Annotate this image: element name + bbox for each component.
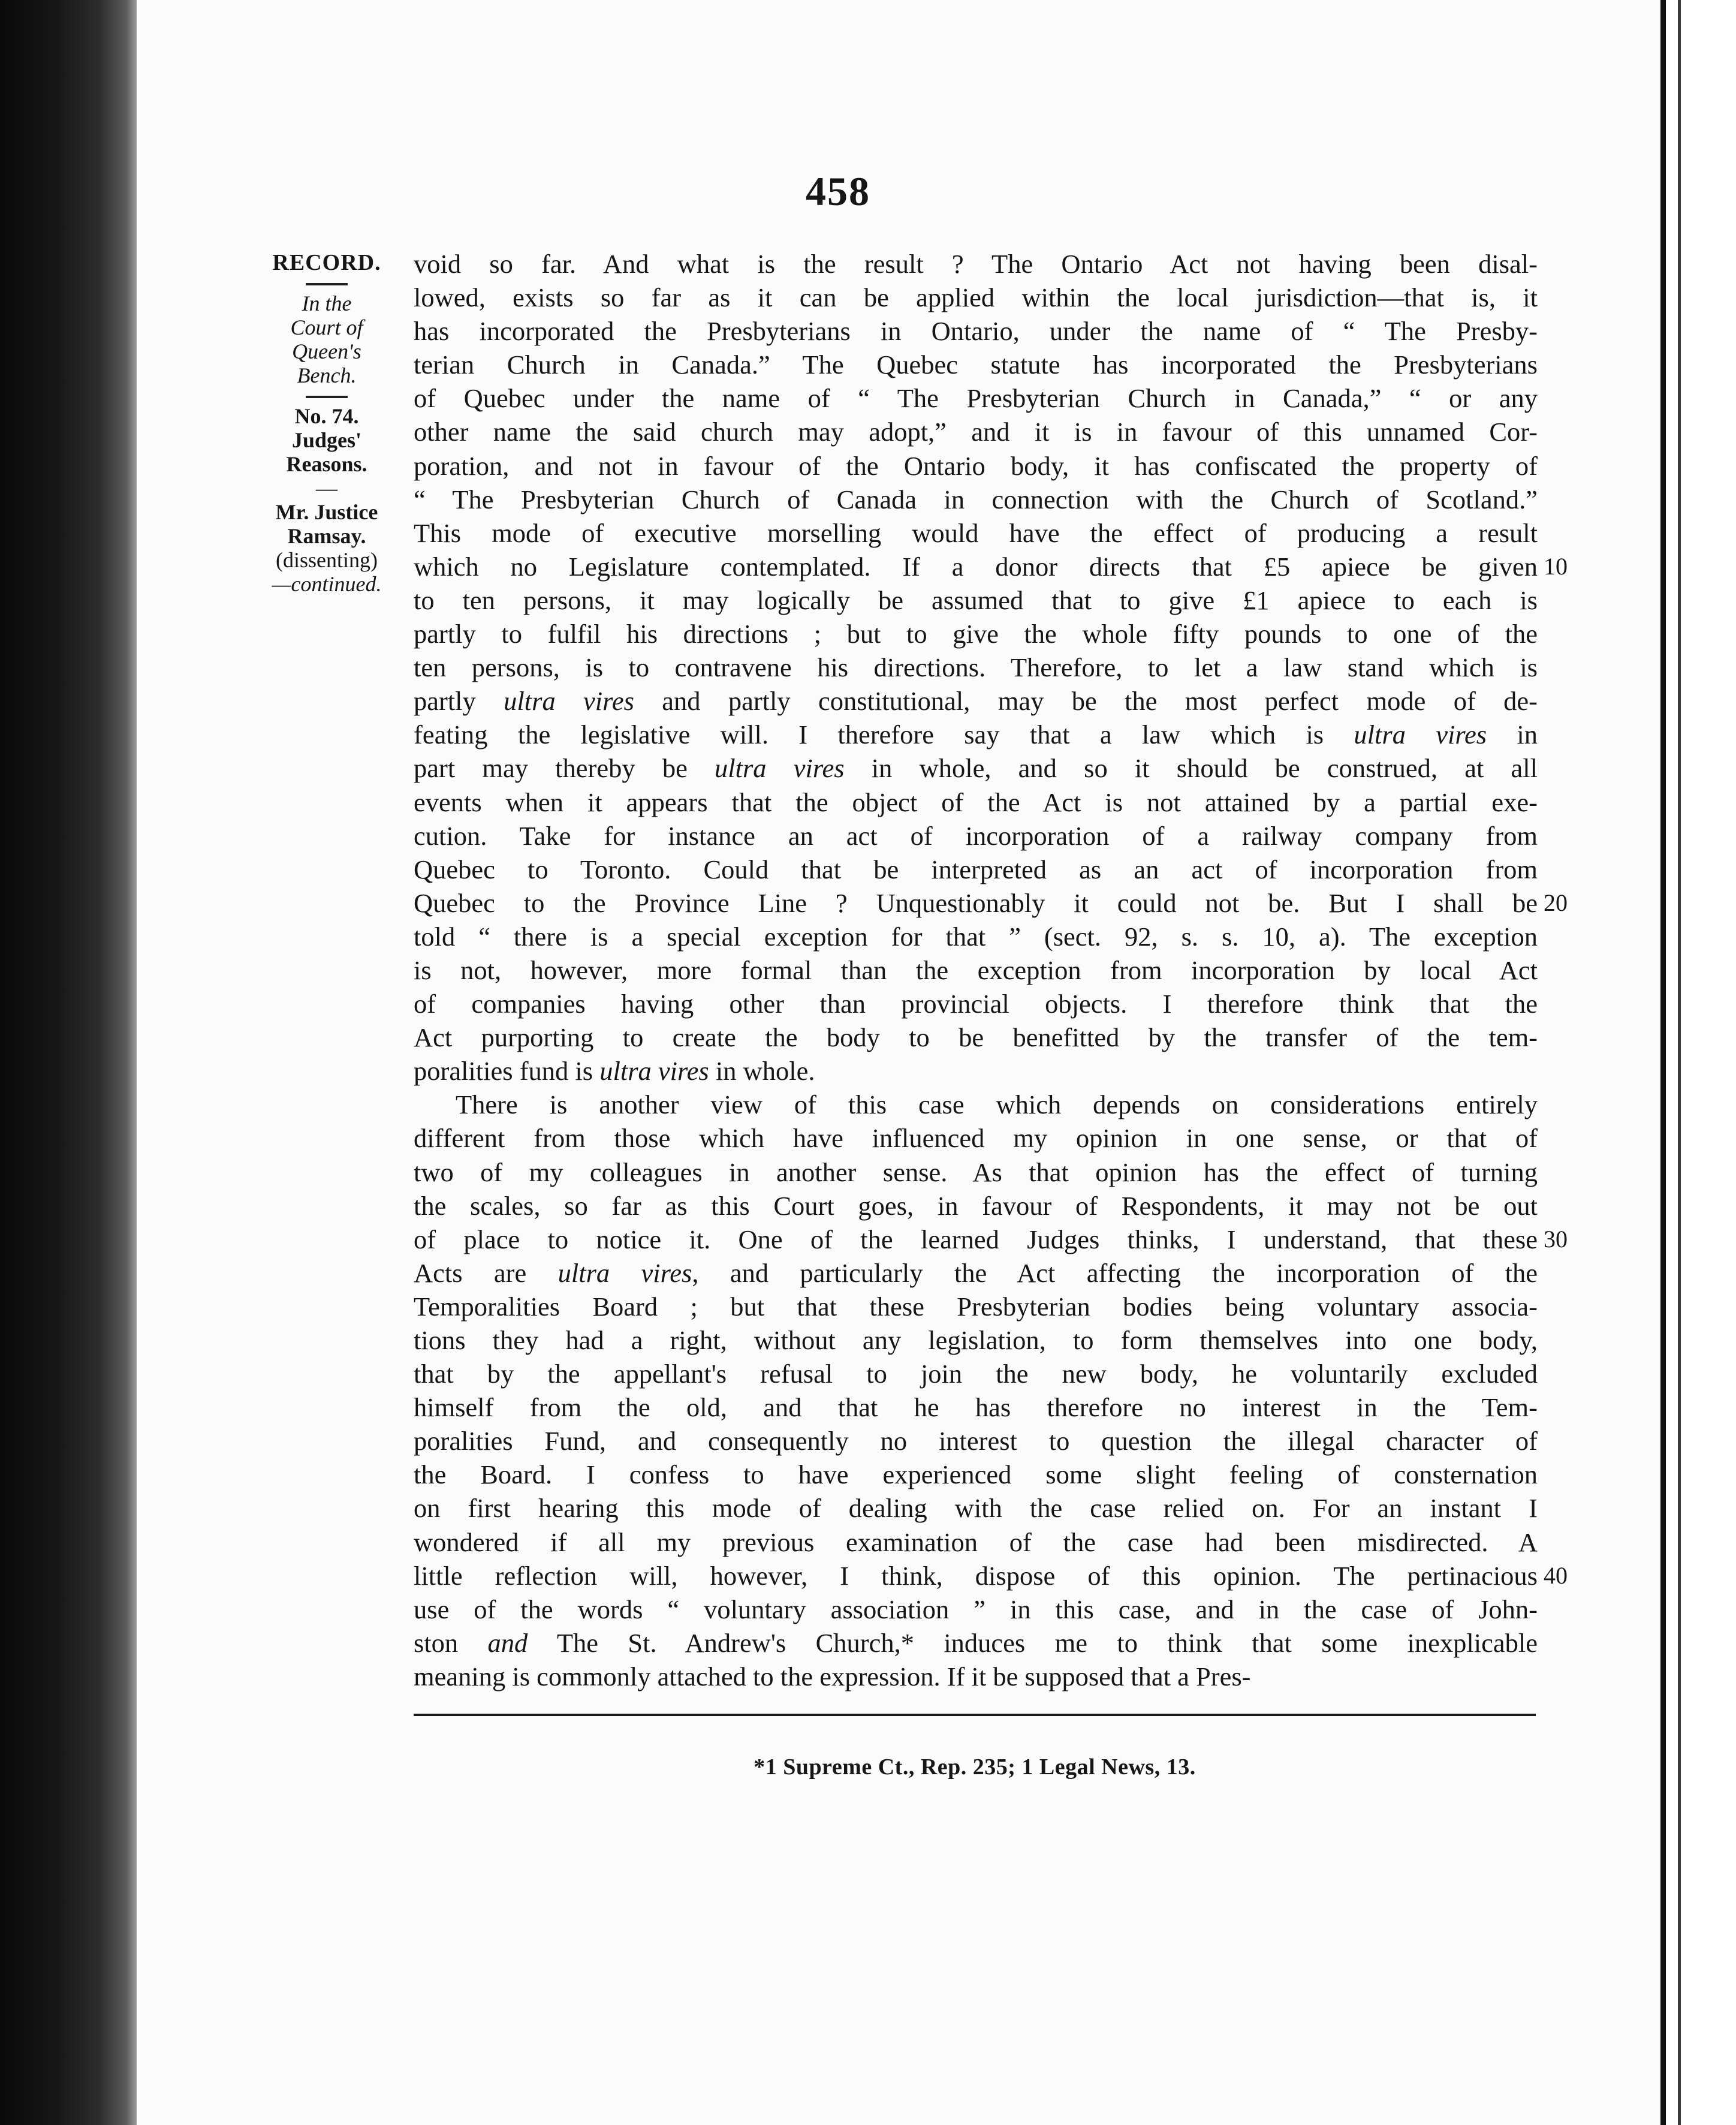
text-line <box>414 617 1538 651</box>
text-run: The St. Andrew's Church,* induces me to think that some inexplicable <box>528 1627 1538 1658</box>
text-run: Temporalities Board ; but that these Presbyterian bodies being voluntary associa- <box>414 1291 1538 1322</box>
text-line <box>414 247 1538 281</box>
text-run: in <box>1487 720 1538 750</box>
text-line <box>414 1458 1538 1491</box>
court-label-4: Bench. <box>297 363 357 387</box>
scan-next-page-edge <box>1660 0 1736 2125</box>
text-run: told “ there is a special exception for that ” (sect. 92, s. s. 10, a). The exception <box>414 921 1538 952</box>
text-run: There is another view of this case which depends on considerations entirely <box>456 1089 1538 1120</box>
italic-run: ultra vires <box>715 753 845 784</box>
text-line <box>414 920 1538 953</box>
page-number: 458 <box>806 168 870 214</box>
text-line <box>414 886 1538 920</box>
text-run: of place to notice it. One of the learned Judges thinks, I understand, that these <box>414 1224 1538 1254</box>
text-line <box>414 1390 1538 1424</box>
text-run: feating the legislative will. I therefore say that a law which is <box>414 720 1354 750</box>
line-number: 20 <box>1544 889 1568 916</box>
text-line <box>414 348 1538 381</box>
text-line <box>414 415 1538 449</box>
text-line <box>414 483 1538 516</box>
text-run: lowed, exists so far as it can be applied within the local jurisdiction—that is, it <box>414 282 1538 313</box>
text-run: ston <box>414 1627 488 1658</box>
text-run: on first hearing this mode of dealing with the case relied on. For an instant I <box>414 1493 1538 1524</box>
margin-rule <box>306 396 348 398</box>
text-run: the scales, so far as this Court goes, in favour of Respondents, it may not be out <box>414 1190 1538 1221</box>
margin-rule <box>306 283 348 285</box>
text-line <box>414 684 1538 718</box>
text-run: other name the said church may adopt,” and it is in favour of this unnamed Cor- <box>414 417 1538 447</box>
italic-run: ultra vires <box>504 686 634 717</box>
text-run: events when it appears that the object of the Act is not attained by a partial exe- <box>414 787 1538 817</box>
text-line <box>414 819 1538 853</box>
body-text <box>414 247 1538 1693</box>
text-run: meaning is commonly attached to the expression. If it be supposed that a Pres- <box>414 1661 1251 1691</box>
text-run: that by the appellant's refusal to join the new body, he voluntarily excluded <box>414 1359 1538 1389</box>
text-line <box>414 1256 1538 1290</box>
text-run: in whole, and so it should be construed, at all <box>844 753 1538 784</box>
text-run: tions they had a right, without any legislation, to form themselves into one body, <box>414 1325 1538 1355</box>
text-line <box>414 550 1538 583</box>
text-run: This mode of executive morselling would have the effect of producing a result <box>414 517 1538 548</box>
text-run: poration, and not in favour of the Ontario body, it has confiscated the property of <box>414 450 1538 481</box>
text-line <box>414 1660 1538 1693</box>
margin-notes <box>252 251 402 596</box>
text-run: void so far. And what is the result ? The Ontario Act not having been disal- <box>414 249 1538 279</box>
text-run: partly to fulfil his directions ; but to give the whole fifty pounds to one of the <box>414 619 1538 649</box>
text-line <box>414 751 1538 785</box>
judge-label-2: Ramsay. <box>287 524 366 548</box>
text-line <box>414 1290 1538 1323</box>
text-run: wondered if all my previous examination of the case had been misdirected. A <box>414 1527 1538 1557</box>
text-run: “ The Presbyterian Church of Canada in connection with the Church of Scotland.” <box>414 484 1538 514</box>
text-run: is not, however, more formal than the exception from incorporation by local Act <box>414 955 1538 985</box>
text-line <box>414 853 1538 886</box>
text-line <box>414 1121 1538 1155</box>
text-line <box>414 651 1538 684</box>
text-run: , and particularly the Act affecting the incorporation of the <box>692 1257 1538 1288</box>
text-line <box>414 1357 1538 1390</box>
text-run: himself from the old, and that he has therefore no interest in the Tem- <box>414 1392 1538 1423</box>
text-line <box>414 1593 1538 1626</box>
text-run: of companies having other than provincial objects. I therefore think that the <box>414 989 1538 1019</box>
text-run: cution. Take for instance an act of incorporation of a railway company from <box>414 820 1538 851</box>
doc-title-2: Reasons. <box>286 452 367 476</box>
text-line <box>414 1626 1538 1660</box>
line-number: 40 <box>1544 1561 1568 1589</box>
footnote: *1 Supreme Ct., Rep. 235; 1 Legal News, 13. <box>754 1754 1196 1780</box>
text-line <box>414 1189 1538 1223</box>
text-line <box>414 718 1538 751</box>
text-run: little reflection will, however, I think, dispose of this opinion. The pertinacious <box>414 1560 1538 1591</box>
text-line <box>414 1021 1538 1054</box>
continued-label: —continued. <box>272 572 382 596</box>
text-run: to ten persons, it may logically be assumed that to give £1 apiece to each is <box>414 585 1538 615</box>
text-run: Acts are <box>414 1257 558 1288</box>
doc-title-1: Judges' <box>291 428 362 452</box>
text-line <box>414 953 1538 987</box>
doc-number: No. 74. <box>294 404 359 428</box>
text-line <box>414 449 1538 483</box>
scan-binding-edge <box>0 0 137 2125</box>
text-run: two of my colleagues in another sense. As that opinion has the effect of turning <box>414 1157 1538 1187</box>
text-line <box>414 1491 1538 1525</box>
text-run: Act purporting to create the body to be benefitted by the transfer of the tem- <box>414 1022 1538 1053</box>
text-run: terian Church in Canada.” The Quebec statute has incorporated the Presbyterians <box>414 350 1538 380</box>
text-line <box>414 516 1538 550</box>
text-run: part may thereby be <box>414 753 715 784</box>
text-line <box>414 281 1538 314</box>
text-line <box>414 1323 1538 1357</box>
text-run: ten persons, is to contravene his directions. Therefore, to let a law stand which is <box>414 652 1538 683</box>
text-run: poralities Fund, and consequently no interest to question the illegal character of <box>414 1426 1538 1456</box>
text-line <box>414 1424 1538 1458</box>
text-run: Quebec to the Province Line ? Unquestionably it could not be. But I shall be <box>414 887 1538 918</box>
text-line <box>414 1223 1538 1256</box>
text-line <box>414 381 1538 415</box>
text-line <box>414 1088 1538 1121</box>
text-line <box>414 314 1538 348</box>
text-run: which no Legislature contemplated. If a donor directs that £5 apiece be given <box>414 551 1538 582</box>
text-line <box>414 583 1538 617</box>
text-line <box>414 785 1538 819</box>
text-line <box>414 987 1538 1021</box>
dissent-label: (dissenting) <box>276 548 378 572</box>
text-run: of Quebec under the name of “ The Presbyterian Church in Canada,” “ or any <box>414 383 1538 414</box>
text-line <box>414 1559 1538 1593</box>
text-run: has incorporated the Presbyterians in Ontario, under the name of “ The Presby- <box>414 316 1538 347</box>
text-run: use of the words “ voluntary association ” in this case, and in the case of John- <box>414 1594 1538 1624</box>
text-line <box>414 1525 1538 1559</box>
text-run: poralities fund is <box>414 1056 600 1086</box>
footnote-rule <box>414 1714 1536 1716</box>
text-run: and partly constitutional, may be the most perfect mode of de- <box>634 686 1538 717</box>
text-run: in whole. <box>709 1056 815 1086</box>
italic-run: ultra vires <box>599 1056 709 1086</box>
line-number: 10 <box>1544 552 1568 580</box>
judge-label-1: Mr. Justice <box>275 500 378 524</box>
court-label-2: Court of <box>290 315 363 339</box>
margin-dash: — <box>316 476 337 500</box>
italic-run: and <box>487 1627 528 1658</box>
text-run: partly <box>414 686 504 717</box>
italic-run: ultra vires <box>1354 720 1487 750</box>
text-line <box>414 1155 1538 1189</box>
text-run: different from those which have influenced my opinion in one sense, or that of <box>414 1123 1538 1154</box>
text-run: Quebec to Toronto. Could that be interpreted as an act of incorporation from <box>414 854 1538 884</box>
court-label-3: Queen's <box>292 339 361 363</box>
text-run: the Board. I confess to have experienced some slight feeling of consternation <box>414 1459 1538 1490</box>
italic-run: ultra vires <box>557 1257 692 1288</box>
record-label: RECORD. <box>272 250 381 275</box>
text-line <box>414 1054 1538 1088</box>
line-number: 30 <box>1544 1225 1568 1253</box>
court-label-1: In the <box>302 291 352 315</box>
